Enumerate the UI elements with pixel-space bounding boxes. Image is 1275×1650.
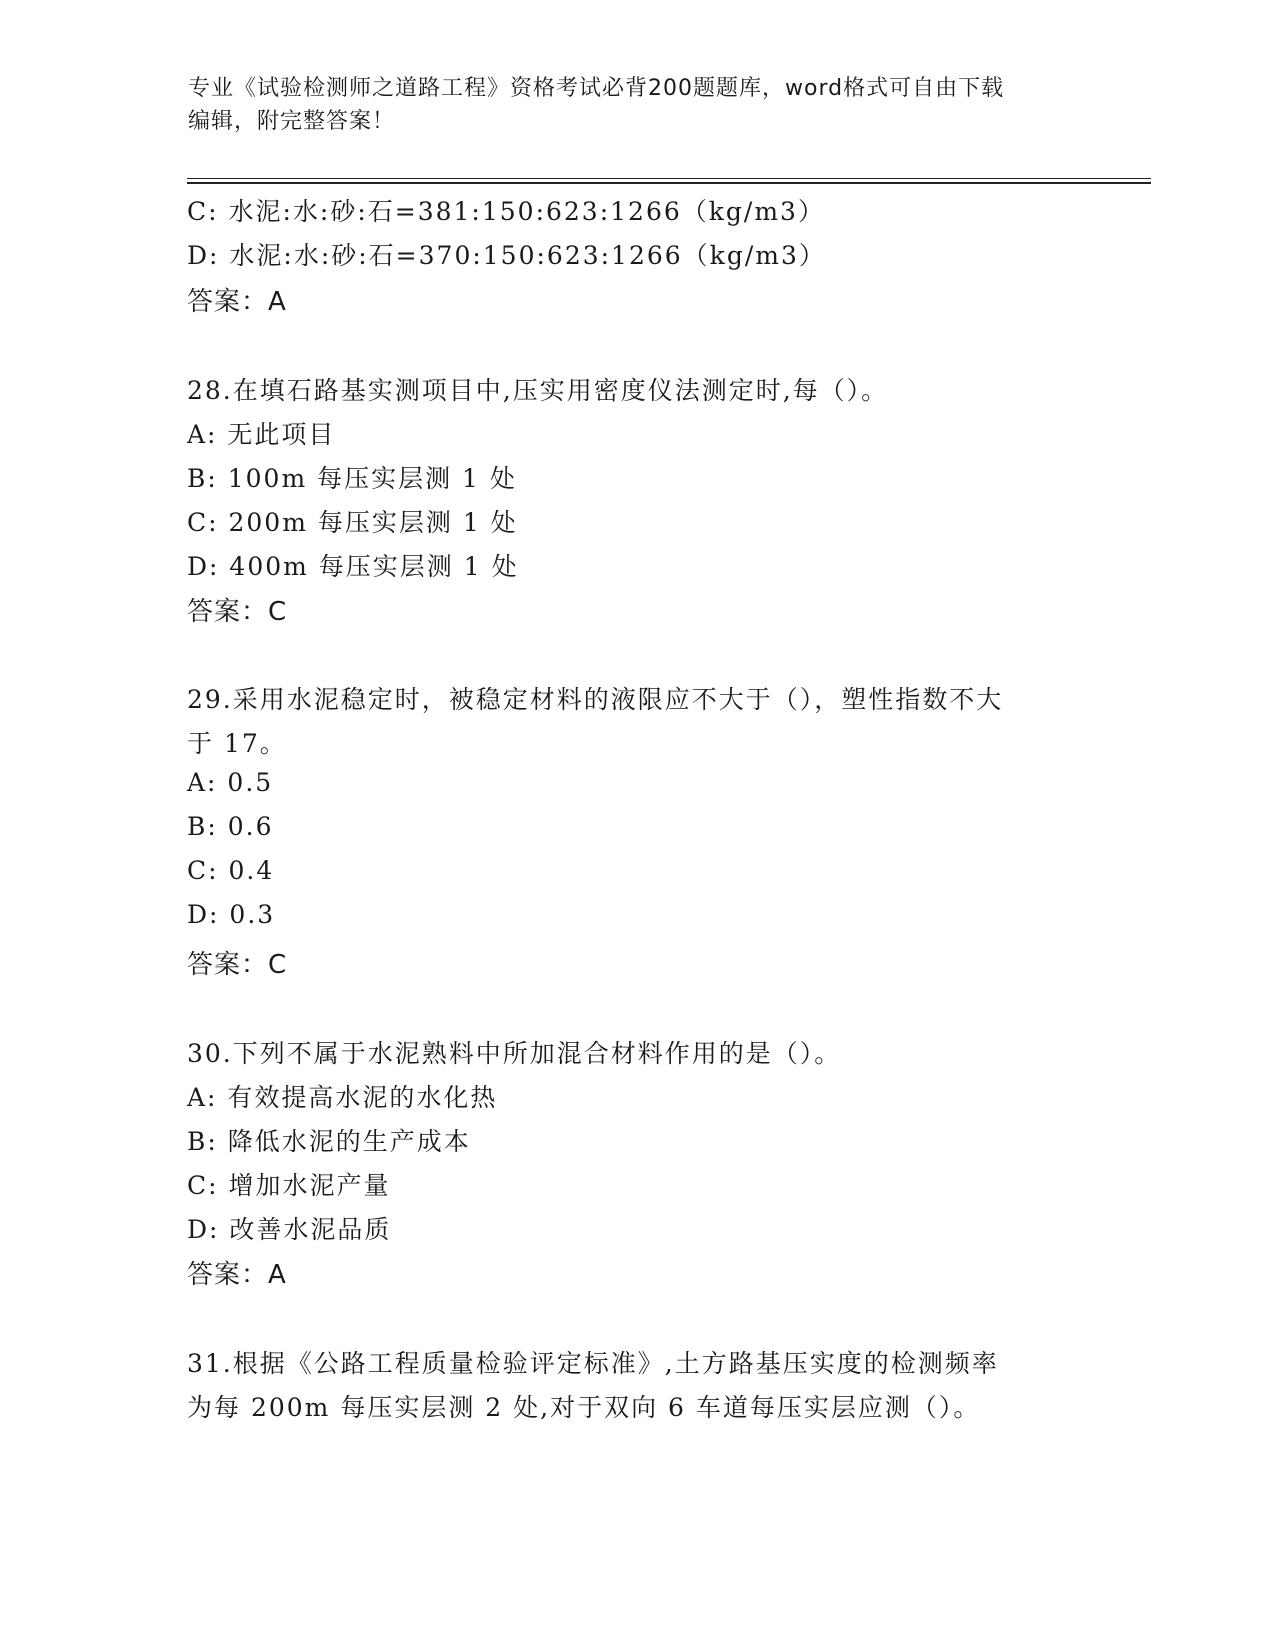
q29-option-c: C: 0.4	[187, 856, 275, 885]
q27-answer: 答案：A	[187, 287, 287, 317]
q30-option-a: A: 有效提高水泥的水化热	[187, 1083, 498, 1112]
q30-question: 30.下列不属于水泥熟料中所加混合材料作用的是（）。	[187, 1039, 842, 1068]
q28-option-d: D: 400m 每压实层测 1 处	[187, 552, 519, 581]
q28-option-c: C: 200m 每压实层测 1 处	[187, 508, 518, 537]
header-line-1: 专业《试验检测师之道路工程》资格考试必背200题题库，word格式可自由下载	[188, 76, 1005, 101]
header-divider-thin	[187, 178, 1151, 179]
q30-answer: 答案：A	[187, 1260, 287, 1290]
q29-question-line-2: 于 17。	[187, 729, 287, 758]
document-header	[188, 72, 1088, 138]
q28-option-b: B: 100m 每压实层测 1 处	[187, 464, 517, 493]
q29-question-line-1: 29.采用水泥稳定时，被稳定材料的液限应不大于（），塑性指数不大	[187, 685, 1004, 714]
q30-option-b: B: 降低水泥的生产成本	[187, 1127, 471, 1156]
q31-question-line-1: 31.根据《公路工程质量检验评定标准》,土方路基压实度的检测频率	[187, 1349, 999, 1378]
q27-option-d: D: 水泥:水:砂:石=370:150:623:1266（kg/m3）	[187, 241, 826, 270]
q29-option-d: D: 0.3	[187, 900, 276, 929]
q29-answer: 答案：C	[187, 950, 288, 980]
q31-question-line-2: 为每 200m 每压实层测 2 处,对于双向 6 车道每压实层应测（）。	[187, 1393, 981, 1422]
q28-option-a: A: 无此项目	[187, 420, 336, 449]
header-line-2: 编辑，附完整答案！	[188, 109, 396, 134]
q28-answer: 答案：C	[187, 597, 288, 627]
q28-question: 28.在填石路基实测项目中,压实用密度仪法测定时,每（）。	[187, 376, 889, 405]
q30-option-c: C: 增加水泥产量	[187, 1171, 391, 1200]
header-divider-thick	[187, 182, 1151, 184]
q30-option-d: D: 改善水泥品质	[187, 1215, 392, 1244]
q29-option-a: A: 0.5	[187, 768, 274, 797]
q27-option-c: C: 水泥:水:砂:石=381:150:623:1266（kg/m3）	[187, 197, 825, 226]
q29-option-b: B: 0.6	[187, 812, 274, 841]
